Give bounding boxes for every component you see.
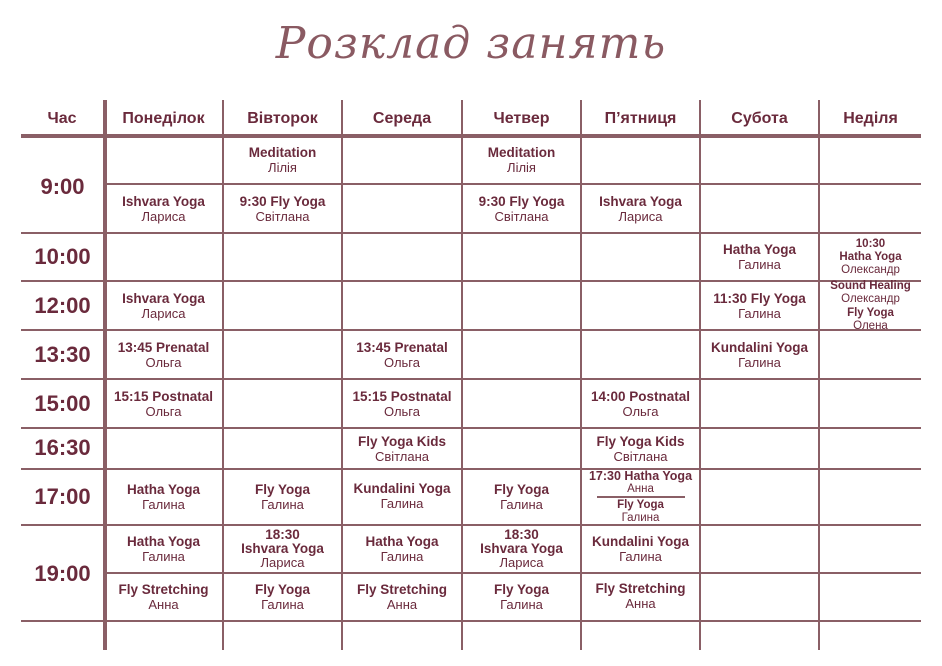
teacher-name: Лариса bbox=[499, 555, 544, 570]
class-cell bbox=[701, 331, 818, 378]
class-name: Fly Yoga bbox=[493, 482, 549, 497]
teacher-name: Галина bbox=[738, 257, 781, 272]
class-cell bbox=[701, 282, 818, 329]
teacher-name: Лариса bbox=[141, 208, 186, 224]
teacher-name: Анна bbox=[625, 596, 656, 611]
class-divider bbox=[597, 496, 685, 498]
teacher-name: Лариса bbox=[260, 555, 305, 570]
class-cell bbox=[582, 380, 699, 427]
teacher-name: Ольга bbox=[145, 403, 182, 419]
class-name: 14:00 Postnatal bbox=[590, 388, 691, 404]
teacher-name: Галина bbox=[619, 549, 662, 564]
class-time: 18:30 bbox=[504, 527, 539, 542]
class-cell bbox=[701, 234, 818, 280]
teacher-name: Світлана bbox=[494, 208, 549, 224]
class-name: 9:30 Fly Yoga bbox=[239, 193, 326, 209]
class-cell bbox=[463, 470, 580, 524]
teacher-name: Олександр bbox=[841, 292, 900, 305]
teacher-name: Анна bbox=[627, 483, 654, 495]
teacher-name: Лілія bbox=[268, 159, 297, 175]
class-cell bbox=[105, 574, 222, 620]
class-name: 13:45 Prenatal bbox=[117, 339, 210, 355]
class-name: Fly Yoga Kids bbox=[596, 433, 685, 449]
class-name: Fly Yoga bbox=[254, 482, 310, 497]
class-cell bbox=[582, 574, 699, 618]
class-name: 15:15 Postnatal bbox=[352, 388, 452, 404]
class-name: Fly Yoga bbox=[617, 499, 664, 511]
class-name: Fly Yoga bbox=[847, 306, 894, 319]
class-time: 18:30 bbox=[265, 527, 300, 542]
header-time: Час bbox=[47, 110, 77, 127]
teacher-name: Анна bbox=[386, 597, 418, 612]
class-name: Fly Stretching bbox=[595, 581, 686, 596]
class-name: Ishvara Yoga bbox=[480, 541, 563, 556]
class-name: Hatha Yoga bbox=[722, 242, 797, 257]
class-cell bbox=[582, 429, 699, 468]
class-name: Hatha Yoga bbox=[126, 482, 201, 497]
time-label: 17:00 bbox=[34, 484, 91, 509]
class-name: Hatha Yoga bbox=[839, 251, 902, 263]
class-name: 11:30 Fly Yoga bbox=[713, 290, 806, 306]
class-name: Ishvara Yoga bbox=[122, 290, 205, 306]
class-cell bbox=[224, 185, 341, 232]
class-cell bbox=[582, 526, 699, 572]
class-cell bbox=[105, 282, 222, 329]
class-cell bbox=[463, 526, 580, 572]
header-saturday: Субота bbox=[731, 110, 788, 127]
class-name: Hatha Yoga bbox=[365, 534, 439, 549]
class-name: Ishvara Yoga bbox=[599, 193, 682, 209]
class-cell bbox=[463, 574, 580, 620]
teacher-name: Галина bbox=[380, 496, 424, 511]
class-name: Fly Stretching bbox=[356, 582, 447, 597]
class-cell bbox=[820, 279, 921, 332]
header-wednesday: Середа bbox=[372, 110, 432, 127]
class-name: Fly Yoga Kids bbox=[357, 433, 447, 449]
class-cell bbox=[343, 429, 461, 468]
class-cell bbox=[463, 136, 580, 183]
class-name: Meditation bbox=[248, 144, 317, 160]
time-label: 19:00 bbox=[34, 561, 91, 586]
class-cell bbox=[343, 470, 461, 522]
class-cell bbox=[224, 574, 341, 620]
teacher-name: Світлана bbox=[613, 448, 668, 464]
class-name: Hatha Yoga bbox=[126, 534, 201, 549]
class-name: Ishvara Yoga bbox=[122, 193, 205, 209]
time-label: 12:00 bbox=[34, 293, 91, 318]
row-divider bbox=[21, 620, 921, 622]
class-cell bbox=[224, 526, 341, 572]
class-cell bbox=[105, 526, 222, 572]
class-name: Meditation bbox=[487, 144, 556, 160]
class-cell bbox=[105, 470, 222, 524]
teacher-name: Галина bbox=[738, 354, 781, 370]
class-name: Kundalini Yoga bbox=[353, 481, 451, 496]
class-time: 10:30 bbox=[855, 238, 886, 250]
time-label: 9:00 bbox=[40, 174, 85, 199]
teacher-name: Світлана bbox=[255, 208, 310, 224]
header-monday: Понеділок bbox=[122, 110, 205, 127]
teacher-name: Ольга bbox=[383, 403, 420, 419]
header-sunday: Неділя bbox=[843, 110, 898, 127]
row-divider bbox=[21, 427, 921, 429]
class-name: Kundalini Yoga bbox=[591, 534, 689, 549]
teacher-name: Галина bbox=[261, 597, 304, 612]
class-cell bbox=[463, 185, 580, 232]
time-label: 16:30 bbox=[34, 435, 91, 460]
teacher-name: Світлана bbox=[374, 448, 430, 464]
class-name: Fly Yoga bbox=[493, 582, 549, 597]
teacher-name: Галина bbox=[142, 497, 185, 512]
class-cell bbox=[105, 331, 222, 378]
class-name: Ishvara Yoga bbox=[241, 541, 324, 556]
time-label: 15:00 bbox=[34, 391, 91, 416]
teacher-name: Олена bbox=[853, 319, 888, 332]
teacher-name: Галина bbox=[261, 497, 304, 512]
teacher-name: Лілія bbox=[507, 159, 536, 175]
teacher-name: Галина bbox=[500, 497, 543, 512]
teacher-name: Ольга bbox=[622, 403, 659, 419]
class-cell bbox=[224, 470, 341, 524]
class-name: Kundalini Yoga bbox=[710, 339, 808, 355]
class-cell bbox=[105, 380, 222, 427]
time-label: 13:30 bbox=[34, 342, 91, 367]
class-name: Fly Yoga bbox=[254, 582, 310, 597]
teacher-name: Галина bbox=[142, 549, 185, 564]
teacher-name: Галина bbox=[380, 549, 424, 564]
class-cell bbox=[582, 185, 699, 232]
page-title: Розклад занять bbox=[275, 18, 667, 69]
class-cell bbox=[343, 526, 461, 572]
class-name: 15:15 Postnatal bbox=[113, 388, 214, 404]
time-label: 10:00 bbox=[34, 244, 91, 269]
teacher-name: Лариса bbox=[618, 208, 663, 224]
teacher-name: Галина bbox=[738, 305, 781, 321]
class-name: Fly Stretching bbox=[118, 582, 209, 597]
class-cell bbox=[582, 470, 699, 524]
teacher-name: Ольга bbox=[383, 354, 420, 370]
class-name: Sound Healing bbox=[830, 279, 911, 292]
teacher-name: Олександр bbox=[841, 264, 900, 276]
header-thursday: Четвер bbox=[493, 110, 550, 127]
teacher-name: Галина bbox=[500, 597, 543, 612]
class-cell bbox=[820, 234, 921, 280]
class-name: 9:30 Fly Yoga bbox=[478, 193, 565, 209]
header-friday: П’ятниця bbox=[604, 110, 677, 127]
class-cell bbox=[105, 185, 222, 232]
class-cell bbox=[224, 136, 341, 183]
class-name: 17:30 Hatha Yoga bbox=[588, 469, 693, 483]
teacher-name: Анна bbox=[148, 597, 179, 612]
header-tuesday: Вівторок bbox=[247, 110, 318, 127]
teacher-name: Ольга bbox=[145, 354, 182, 370]
class-name: 13:45 Prenatal bbox=[356, 339, 448, 355]
class-cell bbox=[343, 331, 461, 378]
class-cell bbox=[343, 380, 461, 427]
class-cell bbox=[343, 574, 461, 620]
teacher-name: Галина bbox=[621, 512, 660, 524]
teacher-name: Лариса bbox=[141, 305, 186, 321]
